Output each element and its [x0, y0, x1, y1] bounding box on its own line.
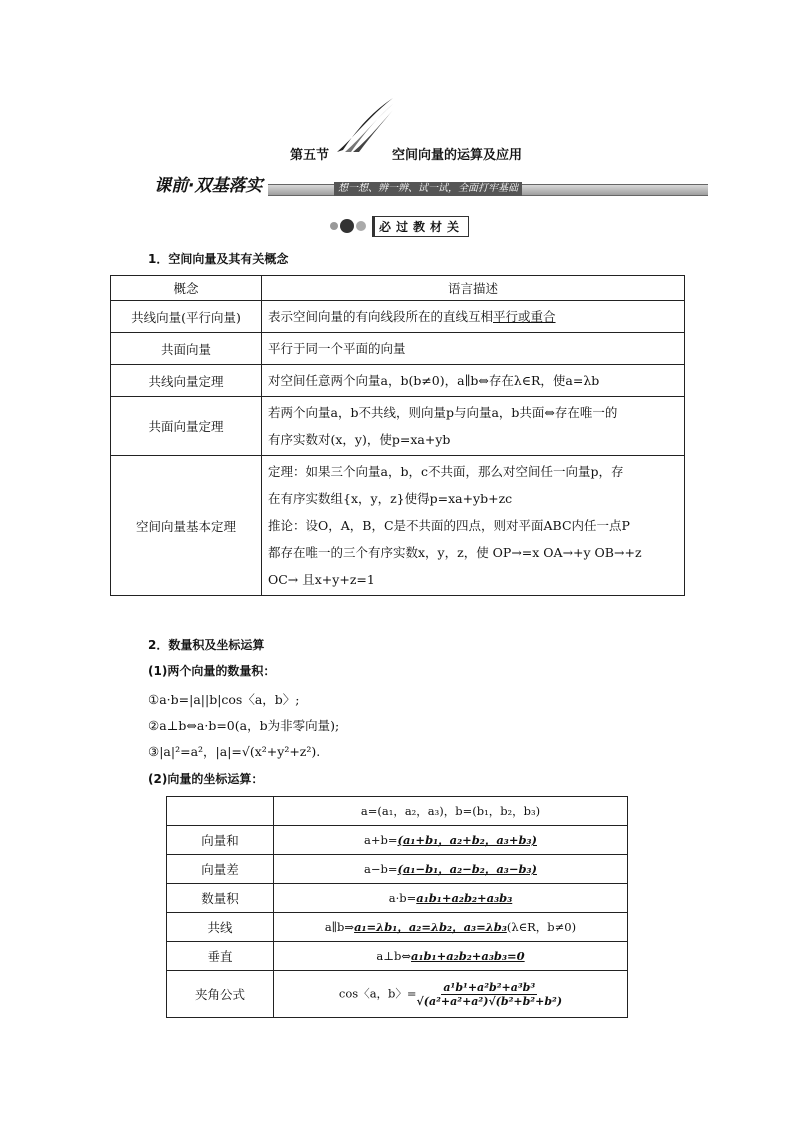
table-row — [167, 826, 628, 855]
table-row — [111, 456, 685, 596]
formula-line: ②a⊥b⇔a·b=0(a，b为非零向量); — [148, 718, 340, 733]
table-header — [111, 276, 685, 301]
op-val: a₁=λb₁，a₂=λb₂，a₃=λb₃ — [354, 920, 507, 934]
desc-cell — [262, 456, 685, 596]
empty-cell — [167, 797, 274, 826]
dot-icon — [356, 221, 366, 231]
desc-line: 若两个向量a，b不共线，则向量p与向量a，b共面⇔存在唯一的 — [268, 405, 618, 420]
op-cell — [274, 855, 628, 884]
section-number: 第五节 — [290, 148, 330, 163]
op-pre: a⊥b⇔ — [376, 949, 412, 963]
op-cell — [274, 913, 628, 942]
part2-heading: 2．数量积及坐标运算 — [148, 638, 265, 652]
concept-cell: 共面向量 — [111, 333, 262, 365]
section-title: 空间向量的运算及应用 — [392, 148, 523, 163]
concept-cell: 共线向量定理 — [111, 365, 262, 397]
op-name: 向量和 — [167, 826, 274, 855]
table-row — [111, 301, 685, 333]
header-cell: a=(a₁，a₂，a₃)，b=(b₁，b₂，b₃) — [274, 797, 628, 826]
concept-cell: 空间向量基本定理 — [111, 456, 262, 596]
numerator: a¹b¹+a²b²+a³b³ — [443, 980, 536, 994]
op-cell — [274, 971, 628, 1018]
op-val: (a₁+b₁，a₂+b₂，a₃+b₃) — [397, 833, 537, 847]
op-name: 向量差 — [167, 855, 274, 884]
desc-cell — [262, 397, 685, 456]
table-row — [167, 855, 628, 884]
op-pre: a−b= — [364, 862, 398, 876]
concept-cell: 共面向量定理 — [111, 397, 262, 456]
table-row — [111, 365, 685, 397]
dot-icon — [330, 222, 338, 230]
formula-line: ③|a|²=a²，|a|=√(x²+y²+z²). — [148, 744, 321, 759]
table-row — [111, 397, 685, 456]
desc-cell — [262, 301, 685, 333]
formula-line: ①a·b=|a||b|cos〈a，b〉; — [148, 692, 300, 707]
desc-text: 表示空间向量的有向线段所在的直线互相 — [268, 309, 494, 324]
swoosh-logo-icon — [335, 96, 395, 156]
op-val: (a₁−b₁，a₂−b₂，a₃−b₃) — [397, 862, 537, 876]
desc-line: 推论：设O，A，B，C是不共面的四点，则对平面ABC内任一点P — [268, 518, 630, 533]
desc-underlined: 平行或重合 — [493, 309, 556, 324]
table-row — [167, 971, 628, 1018]
concept-table — [110, 275, 685, 596]
table-row — [167, 797, 628, 826]
op-name: 夹角公式 — [167, 971, 274, 1018]
desc-cell: 对空间任意两个向量a，b(b≠0)，a∥b⇔存在λ∈R，使a=λb — [262, 365, 685, 397]
op-val: a₁b₁+a₂b₂+a₃b₃=0 — [411, 949, 525, 963]
table-row — [167, 913, 628, 942]
op-val: a₁b₁+a₂b₂+a₃b₃ — [416, 891, 513, 905]
op-name: 垂直 — [167, 942, 274, 971]
op-post: (λ∈R，b≠0) — [506, 920, 577, 934]
table-row — [167, 884, 628, 913]
op-cell — [274, 826, 628, 855]
tag-label: 必过教材关 — [372, 216, 469, 237]
coord-table — [166, 796, 628, 1018]
header-cell: 概念 — [111, 276, 262, 301]
op-pre: a∥b⇒ — [324, 920, 355, 934]
op-pre: cos〈a，b〉= — [338, 986, 417, 1000]
denominator: √(a²+a²+a²)√(b²+b²+b²) — [416, 994, 563, 1008]
dot-icon — [340, 219, 354, 233]
desc-cell: 平行于同一个平面的向量 — [262, 333, 685, 365]
header-cell: 语言描述 — [262, 276, 685, 301]
banner — [148, 176, 708, 196]
table-row — [167, 942, 628, 971]
tag — [330, 216, 469, 236]
concept-cell: 共线向量(平行向量) — [111, 301, 262, 333]
desc-line: 都存在唯一的三个有序实数x，y，z，使 OP→=x OA→+y OB→+z — [268, 545, 642, 560]
op-pre: a+b= — [364, 833, 398, 847]
desc-line: 有序实数对(x，y)，使p=xa+yb — [268, 432, 451, 447]
banner-right-text: 想一想、辨一辨、试一试，全面打牢基础 — [334, 182, 522, 196]
desc-line: 定理：如果三个向量a，b，c不共面，那么对空间任一向量p，存 — [268, 464, 624, 479]
table-row — [111, 333, 685, 365]
fraction — [417, 981, 563, 1008]
part1-heading: 1．空间向量及其有关概念 — [148, 252, 289, 266]
op-cell — [274, 942, 628, 971]
part2-sub2: (2)向量的坐标运算： — [148, 772, 264, 786]
desc-line: 在有序实数组{x，y，z}使得p=xa+yb+zc — [268, 491, 513, 506]
op-name: 数量积 — [167, 884, 274, 913]
banner-left-text: 课前·双基落实 — [148, 176, 268, 196]
desc-line: OC→ 且x+y+z=1 — [268, 572, 375, 587]
op-cell — [274, 884, 628, 913]
part2-sub1: (1)两个向量的数量积： — [148, 664, 276, 678]
op-name: 共线 — [167, 913, 274, 942]
op-pre: a·b= — [388, 891, 417, 905]
